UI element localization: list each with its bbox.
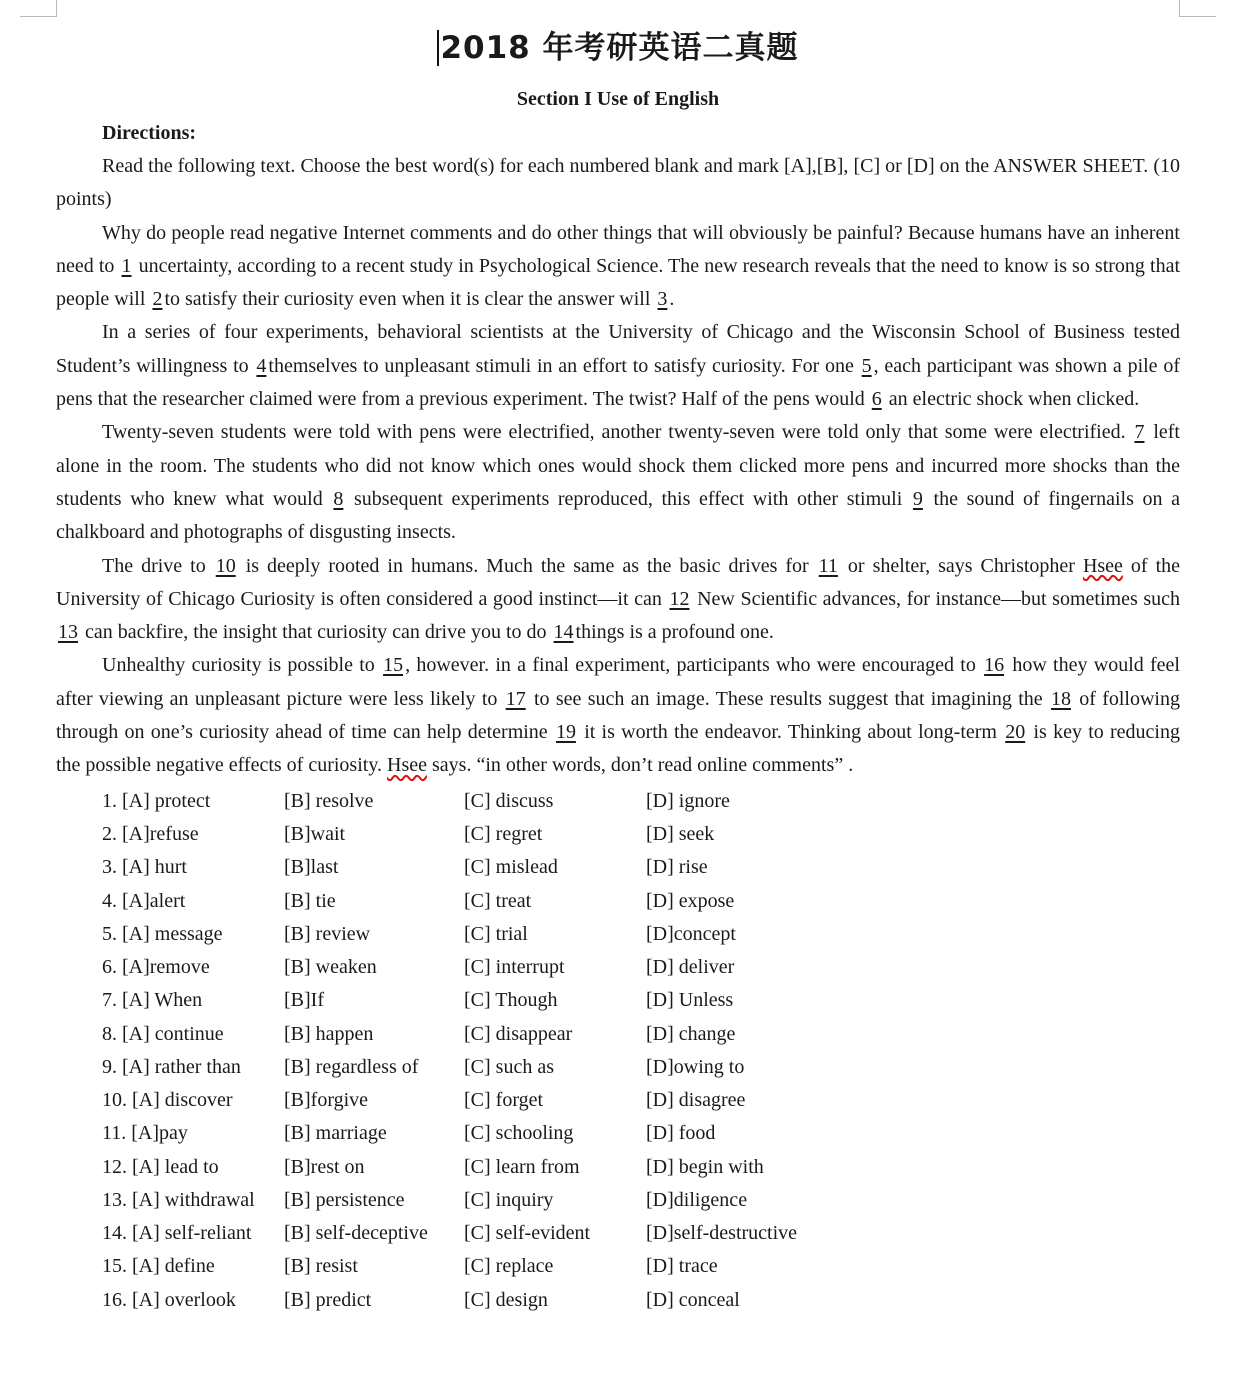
option-row [102,1051,846,1084]
option-text: [D]self-destructive [646,1222,798,1245]
option-d [646,1051,846,1084]
option-text: [C] mislead [464,856,558,879]
option-text: [B]rest on [284,1155,365,1178]
option-text: [D] Unless [646,989,734,1012]
option-text: [B] review [284,922,371,945]
option-row [102,951,846,984]
blank-number: 20 [1005,721,1026,744]
passage-text: or shelter, says Christopher [839,554,1083,577]
blank-number: 5 [861,354,872,377]
option-text: [B] predict [284,1288,372,1311]
passage-paragraph [56,649,1180,782]
passage-text: Twenty-seven students were told with pens were electrified, another twenty-seven were told only that some were electrified. [102,421,1133,444]
option-row [102,918,846,951]
option-text: [D] disagree [646,1089,746,1112]
option-b [284,1150,464,1183]
option-text: [A] withdrawal [132,1188,255,1211]
option-text: [A]refuse [122,823,199,846]
question-number: 16. [102,1288,127,1311]
option-d [646,1017,846,1050]
option-a [102,1051,284,1084]
blank-number: 10 [215,554,236,577]
option-c [464,1217,646,1250]
question-number: 15. [102,1255,127,1278]
option-b [284,1051,464,1084]
option-text: [D] expose [646,889,735,912]
option-d [646,951,846,984]
option-text: [B]forgive [284,1089,369,1112]
question-number: 2. [102,823,117,846]
option-a [102,884,284,917]
option-b [284,1117,464,1150]
option-c [464,1051,646,1084]
option-d [646,1117,846,1150]
blank-number: 16 [984,654,1005,677]
options-table [102,785,846,1317]
passage-text: says. “in other words, don’t read online comments” . [427,754,854,777]
option-c [464,1150,646,1183]
passage-text: The drive to [102,554,214,577]
option-text: [A] overlook [132,1288,236,1311]
option-text: [B] regardless of [284,1055,419,1078]
option-text: [C] trial [464,922,528,945]
passage-text: uncertainty, according to a recent study in Psychological Science. The new research reveals that the need to know is so strong that people will [56,254,1180,311]
option-c [464,951,646,984]
blank-number: 1 [121,254,132,277]
question-number: 11. [102,1122,127,1145]
option-text: [A] lead to [132,1155,219,1178]
option-text: [A] hurt [122,856,187,879]
passage-text: , however. in a final experiment, participants who were encouraged to [405,654,983,677]
blank-number: 8 [333,487,344,510]
option-text: [B]If [284,989,324,1012]
option-text: [A]pay [131,1122,188,1145]
option-a [102,1283,284,1316]
option-row [102,818,846,851]
document-page [56,22,1180,1317]
option-text: [C] such as [464,1055,554,1078]
directions-text: Read the following text. Choose the best word(s) for each numbered blank and mark [A],[B], [C] or [D] on the ANSWER SHEET. (10 points) [56,155,1180,211]
passage-text: it is worth the endeavor. Thinking about long-term [577,721,1004,744]
document-title: 2018 年考研英语二真题 [56,22,1180,74]
option-b [284,785,464,818]
blank-number: 19 [555,721,576,744]
option-a [102,1117,284,1150]
option-text: [C] replace [464,1255,554,1278]
blank-number: 11 [818,554,838,577]
passage-text: . [669,288,675,311]
option-text: [B] weaken [284,956,377,979]
passage-text: of following through on one’s curiosity ahead of time can help determine [56,687,1180,744]
option-d [646,1283,846,1316]
option-b [284,1217,464,1250]
option-text: [A] When [122,989,203,1012]
option-d [646,785,846,818]
option-b [284,1084,464,1117]
option-text: [A]remove [122,956,210,979]
option-text: [D] seek [646,823,715,846]
question-number: 9. [102,1055,117,1078]
option-c [464,1250,646,1283]
passage-text: to satisfy their curiosity even when it is clear the answer will [164,288,656,311]
option-c [464,818,646,851]
section-title: Section I Use of English [516,88,720,110]
option-b [284,1184,464,1217]
option-text: [C] Though [464,989,558,1012]
passage-text: themselves to unpleasant stimuli in an effort to satisfy curiosity. For one [268,354,860,377]
blank-number: 13 [58,621,78,644]
question-number: 12. [102,1155,127,1178]
option-c [464,918,646,951]
option-d [646,1184,846,1217]
option-d [646,984,846,1017]
option-d [646,1150,846,1183]
passage-text: of the University of Chicago Curiosity is often considered a good instinct—it can [56,554,1180,610]
option-text: [B]wait [284,823,346,846]
option-text: [D] change [646,1022,736,1045]
option-row [102,1184,846,1217]
passage-text: Why do people read negative Internet comments and do other things that will obviously be painful? Because humans have an inherent need to [56,221,1180,277]
option-text: [B] tie [284,889,336,912]
option-d [646,884,846,917]
blank-number: 6 [871,388,882,411]
option-text: [A] protect [122,789,211,812]
passage-text: subsequent experiments reproduced, this effect with other stimuli [345,487,911,510]
passage-paragraph [56,316,1180,416]
passage [56,217,1180,783]
option-text: [C] discuss [464,789,554,812]
option-a [102,851,284,884]
blank-number: 12 [669,587,690,610]
option-text: [C] schooling [464,1122,574,1145]
option-c [464,884,646,917]
option-text: [B] persistence [284,1188,405,1211]
option-d [646,918,846,951]
option-text: [B] self-deceptive [284,1222,428,1245]
option-text: [C] disappear [464,1022,573,1045]
option-b [284,851,464,884]
option-c [464,1283,646,1316]
option-text: [C] forget [464,1089,544,1112]
question-number: 6. [102,956,117,979]
option-text: [C] inquiry [464,1188,554,1211]
question-number: 4. [102,889,117,912]
passage-paragraph [56,416,1180,549]
option-row [102,1250,846,1283]
option-b [284,918,464,951]
question-number: 14. [102,1222,127,1245]
option-d [646,818,846,851]
blank-number: 17 [505,687,526,710]
option-b [284,1017,464,1050]
option-text: [B] happen [284,1022,374,1045]
option-row [102,785,846,818]
option-text: [A] message [122,922,223,945]
option-row [102,1283,846,1316]
option-text: [D] food [646,1122,716,1145]
option-a [102,984,284,1017]
option-b [284,951,464,984]
option-c [464,851,646,884]
option-d [646,851,846,884]
option-c [464,1084,646,1117]
option-a [102,1150,284,1183]
passage-paragraph [56,217,1180,317]
option-row [102,851,846,884]
option-a [102,918,284,951]
option-text: [D] rise [646,856,708,879]
option-text: [A] define [132,1255,215,1278]
option-text: [D]diligence [646,1188,748,1211]
option-text: [D] trace [646,1255,718,1278]
question-number: 7. [102,989,117,1012]
option-text: [C] interrupt [464,956,565,979]
blank-number: 14 [553,621,574,644]
option-a [102,1017,284,1050]
spellcheck-word: Hsee [1082,554,1123,577]
option-b [284,1250,464,1283]
option-text: [B] resist [284,1255,358,1278]
blank-number: 7 [1134,421,1145,444]
option-c [464,1184,646,1217]
option-a [102,1250,284,1283]
passage-text: to see such an image. These results suggest that imagining the [527,687,1049,710]
option-a [102,1184,284,1217]
option-b [284,818,464,851]
option-c [464,1017,646,1050]
option-text: [C] self-evident [464,1222,591,1245]
option-text: [B] marriage [284,1122,387,1145]
option-a [102,1217,284,1250]
option-text: [A] rather than [122,1055,241,1078]
blank-number: 9 [912,487,923,510]
option-a [102,1084,284,1117]
option-row [102,984,846,1017]
option-a [102,818,284,851]
option-text: [C] design [464,1288,548,1311]
blank-number: 15 [383,654,404,677]
passage-text: is key to reducing the possible negative effects of curiosity. [56,721,1180,777]
passage-text: , each participant was shown a pile of pens that the researcher claimed were from a previous experiment. The twist? Half of the pens would [56,354,1180,411]
option-c [464,1117,646,1150]
page-corner-mark-left [20,0,57,17]
option-text: [D] deliver [646,956,735,979]
option-row [102,1084,846,1117]
blank-number: 2 [152,288,163,311]
option-c [464,984,646,1017]
option-d [646,1084,846,1117]
option-row [102,1117,846,1150]
passage-text: an electric shock when clicked. [883,388,1140,411]
question-number: 5. [102,922,117,945]
blank-number: 18 [1050,687,1071,710]
page-corner-mark-right [1179,0,1216,17]
option-b [284,984,464,1017]
option-text: [D] ignore [646,789,730,812]
option-c [464,785,646,818]
option-text: [B]last [284,856,339,879]
option-row [102,884,846,917]
passage-text: things is a profound one. [575,621,774,644]
option-d [646,1250,846,1283]
option-row [102,1150,846,1183]
passage-text: In a series of four experiments, behavioral scientists at the University of Chicago and the Wisconsin School of Business tested Student’s willingness to [56,321,1180,377]
passage-text: the sound of fingernails on a chalkboard and photographs of disgusting insects. [56,487,1181,544]
option-text: [D]concept [646,922,736,945]
option-b [284,884,464,917]
blank-number: 4 [256,354,267,377]
option-text: [C] learn from [464,1155,580,1178]
option-text: [C] regret [464,823,543,846]
question-number: 3. [102,856,117,879]
passage-text: how they would feel after viewing an unpleasant picture were less likely to [56,654,1180,710]
option-a [102,785,284,818]
passage-text: New Scientific advances, for instance—but sometimes such [691,587,1180,610]
option-text: [D]owing to [646,1055,745,1078]
question-number: 1. [102,789,117,812]
passage-paragraph [56,550,1180,650]
spellcheck-word: Hsee [387,754,427,777]
passage-text: is deeply rooted in humans. Much the same as the basic drives for [237,554,817,577]
question-number: 13. [102,1188,127,1211]
option-a [102,951,284,984]
option-row [102,1017,846,1050]
option-text: [A] continue [122,1022,224,1045]
question-number: 8. [102,1022,117,1045]
option-d [646,1217,846,1250]
option-text: [A] self-reliant [132,1222,252,1245]
option-text: [B] resolve [284,789,374,812]
passage-text: can backfire, the insight that curiosity can drive you to do [80,621,552,644]
directions-heading: Directions: [102,122,197,144]
option-text: [D] conceal [646,1288,740,1311]
blank-number: 3 [657,288,668,311]
question-number: 10. [102,1089,127,1112]
option-text: [A] discover [132,1089,233,1112]
option-b [284,1283,464,1316]
option-text: [D] begin with [646,1155,764,1178]
option-text: [C] treat [464,889,532,912]
option-text: [A]alert [122,889,186,912]
option-row [102,1217,846,1250]
passage-text: left alone in the room. The students who did not know which ones would shock them clicked more pens and incurred more shocks than the students who knew what would [56,421,1180,510]
passage-text: Unhealthy curiosity is possible to [102,654,382,677]
